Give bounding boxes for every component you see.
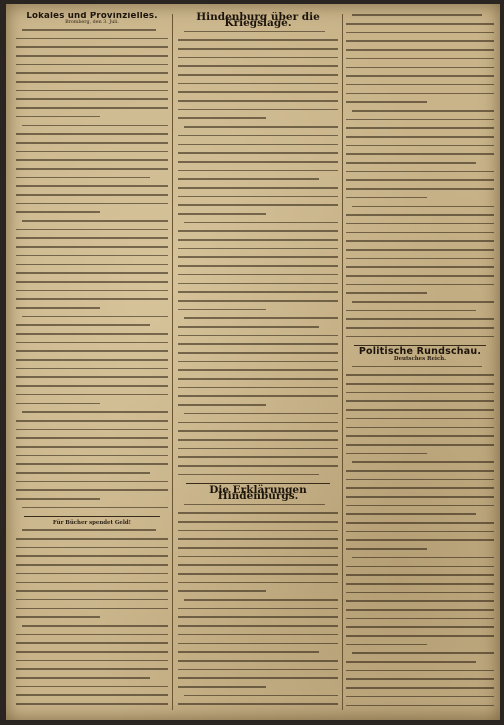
text-line [346,696,494,702]
text-line [178,512,338,518]
text-line [346,539,494,545]
text-line [16,446,168,452]
text-line [16,211,168,217]
text-line [346,179,494,185]
text-line [178,599,338,605]
text-line [178,616,338,622]
text-line [346,336,494,342]
text-line [178,448,338,454]
text-line [346,206,494,212]
text-line [346,32,494,38]
text-line [178,703,338,709]
text-line [16,64,168,70]
newspaper-page [6,4,500,720]
middle-body-bottom [178,504,338,712]
text-line [16,55,168,61]
text-line [346,409,494,415]
text-line [178,504,338,510]
text-line [346,583,494,589]
text-line [346,496,494,502]
text-line [178,352,338,358]
text-line [178,361,338,367]
text-line [178,521,338,527]
right-column [346,12,494,712]
text-line [178,65,338,71]
text-line [346,93,494,99]
text-line [178,343,338,349]
text-line [178,300,338,306]
text-line [16,642,168,648]
text-line [16,272,168,278]
text-line [346,232,494,238]
text-line [178,474,338,480]
text-line [16,125,168,131]
text-line [346,461,494,467]
middle-body-top [178,31,338,480]
text-line [16,686,168,692]
text-line [16,538,168,544]
text-line [16,555,168,561]
text-line [346,453,494,459]
text-line [346,75,494,81]
text-line [16,582,168,588]
text-line [178,135,338,141]
text-line [16,237,168,243]
text-line [16,290,168,296]
text-line [178,256,338,262]
text-line [346,301,494,307]
text-line [346,383,494,389]
text-line [346,162,494,168]
text-line [346,626,494,632]
text-line [16,359,168,365]
text-line [16,529,168,535]
text-line [178,538,338,544]
text-line [346,600,494,606]
text-line [16,368,168,374]
text-line [346,284,494,290]
left-column [16,12,168,712]
text-line [16,264,168,270]
text-line [178,178,338,184]
text-line [346,644,494,650]
text-line [346,214,494,220]
text-line [346,119,494,125]
text-line [346,327,494,333]
text-line [178,456,338,462]
text-line [346,670,494,676]
text-line [16,107,168,113]
text-line [16,133,168,139]
middle-column [178,12,338,712]
text-line [16,90,168,96]
text-line [178,643,338,649]
text-line [16,455,168,461]
text-line [16,298,168,304]
right-heading: Politische Rundschau. [358,346,482,358]
text-line [178,222,338,228]
text-line [346,240,494,246]
text-line [346,58,494,64]
left-body-bottom [16,529,168,712]
text-line [16,507,168,513]
text-line [16,116,168,122]
text-line [16,599,168,605]
text-line [178,248,338,254]
text-line [178,651,338,657]
text-line [346,435,494,441]
text-line [346,49,494,55]
left-body-top [16,29,168,513]
text-line [178,582,338,588]
text-line [178,625,338,631]
text-line [346,661,494,667]
text-line [346,513,494,519]
text-line [178,369,338,375]
text-line [346,40,494,46]
text-line [178,213,338,219]
text-line [178,152,338,158]
text-line [16,342,168,348]
text-line [346,400,494,406]
text-line [346,101,494,107]
text-line [16,81,168,87]
text-line [346,171,494,177]
text-line [346,470,494,476]
text-line [178,144,338,150]
text-line [16,376,168,382]
text-line [16,481,168,487]
text-line [346,110,494,116]
text-line [16,151,168,157]
text-line [346,258,494,264]
text-line [16,411,168,417]
text-line [16,246,168,252]
text-line [346,136,494,142]
text-line [178,274,338,280]
text-line [346,574,494,580]
text-line [346,23,494,29]
text-line [346,505,494,511]
text-line [178,686,338,692]
text-line [178,404,338,410]
text-line [16,255,168,261]
text-line [16,420,168,426]
text-line [346,652,494,658]
left-subheading: Bromberg, den 3. Juli. [65,20,119,26]
text-line [16,281,168,287]
text-line [178,83,338,89]
text-line [178,204,338,210]
text-line [16,307,168,313]
text-line [346,618,494,624]
text-line [346,67,494,73]
text-line [178,48,338,54]
text-line [16,703,168,709]
text-line [178,196,338,202]
text-line [16,98,168,104]
right-subheading: Deutsches Reich. [393,356,447,363]
text-line [178,677,338,683]
text-line [16,668,168,674]
divider [24,516,160,517]
text-line [346,531,494,537]
middle-heading: Hindenburg über die Kriegslage. [196,12,320,30]
right-body-top [346,14,494,342]
text-line [346,188,494,194]
text-line [16,159,168,165]
text-line [178,170,338,176]
right-body-bottom [346,366,494,712]
text-line [16,403,168,409]
text-line [346,266,494,272]
text-line [346,566,494,572]
text-line [16,498,168,504]
text-line [16,660,168,666]
text-line [178,430,338,436]
text-line [346,548,494,554]
text-line [178,117,338,123]
text-line [178,326,338,332]
text-line [16,634,168,640]
text-line [178,283,338,289]
text-line [346,635,494,641]
text-line [346,487,494,493]
text-line [346,687,494,693]
text-line [16,564,168,570]
text-line [16,38,168,44]
text-line [16,72,168,78]
text-line [178,413,338,419]
text-line [16,429,168,435]
column-rule [342,14,343,710]
text-line [16,229,168,235]
left-section-heading: Für Bücher spendet Geld! [52,520,132,527]
text-line [16,350,168,356]
text-line [16,142,168,148]
text-line [16,694,168,700]
text-line [178,31,338,37]
text-line [346,292,494,298]
text-line [16,316,168,322]
text-line [178,669,338,675]
text-line [16,220,168,226]
text-line [178,74,338,80]
text-line [346,592,494,598]
text-line [346,310,494,316]
text-line [16,590,168,596]
column-rule [172,14,173,710]
text-line [16,29,168,35]
text-line [178,39,338,45]
left-heading: Lokales und Provinzielles. [26,12,158,21]
text-line [178,590,338,596]
text-line [346,366,494,372]
text-line [346,84,494,90]
text-line [16,547,168,553]
text-line [178,239,338,245]
text-line [178,547,338,553]
text-line [178,608,338,614]
text-line [178,161,338,167]
text-line [16,185,168,191]
middle-section-heading: Die Erklärungen Hindenburgs. [209,483,307,503]
text-line [16,168,168,174]
text-line [16,324,168,330]
text-line [346,418,494,424]
text-line [178,387,338,393]
text-line [346,444,494,450]
text-line [178,309,338,315]
text-line [178,317,338,323]
text-line [16,573,168,579]
text-line [16,333,168,339]
text-line [178,422,338,428]
text-line [346,197,494,203]
text-line [346,705,494,711]
text-line [346,275,494,281]
text-line [16,194,168,200]
text-line [178,439,338,445]
text-line [178,465,338,471]
text-line [178,634,338,640]
text-line [178,695,338,701]
text-line [346,145,494,151]
text-line [16,463,168,469]
text-line [178,660,338,666]
text-line [178,230,338,236]
text-line [346,14,494,20]
text-line [178,126,338,132]
text-line [16,608,168,614]
text-line [346,392,494,398]
text-line [16,385,168,391]
text-line [16,394,168,400]
text-line [346,609,494,615]
text-line [178,265,338,271]
text-line [178,564,338,570]
text-line [346,479,494,485]
text-line [16,489,168,495]
text-line [346,127,494,133]
text-line [16,437,168,443]
text-line [16,177,168,183]
text-line [178,573,338,579]
text-line [346,374,494,380]
text-line [346,249,494,255]
text-line [16,677,168,683]
text-line [178,109,338,115]
text-line [346,223,494,229]
text-line [178,556,338,562]
text-line [346,318,494,324]
text-line [178,100,338,106]
text-line [178,335,338,341]
text-line [346,557,494,563]
text-line [178,395,338,401]
text-line [178,378,338,384]
text-line [346,678,494,684]
text-line [346,522,494,528]
text-line [16,651,168,657]
text-line [16,203,168,209]
text-line [16,46,168,52]
text-line [16,616,168,622]
text-line [346,427,494,433]
text-line [16,625,168,631]
text-line [16,472,168,478]
text-line [178,187,338,193]
text-line [178,291,338,297]
text-line [178,57,338,63]
text-line [178,91,338,97]
text-line [178,530,338,536]
text-line [346,153,494,159]
